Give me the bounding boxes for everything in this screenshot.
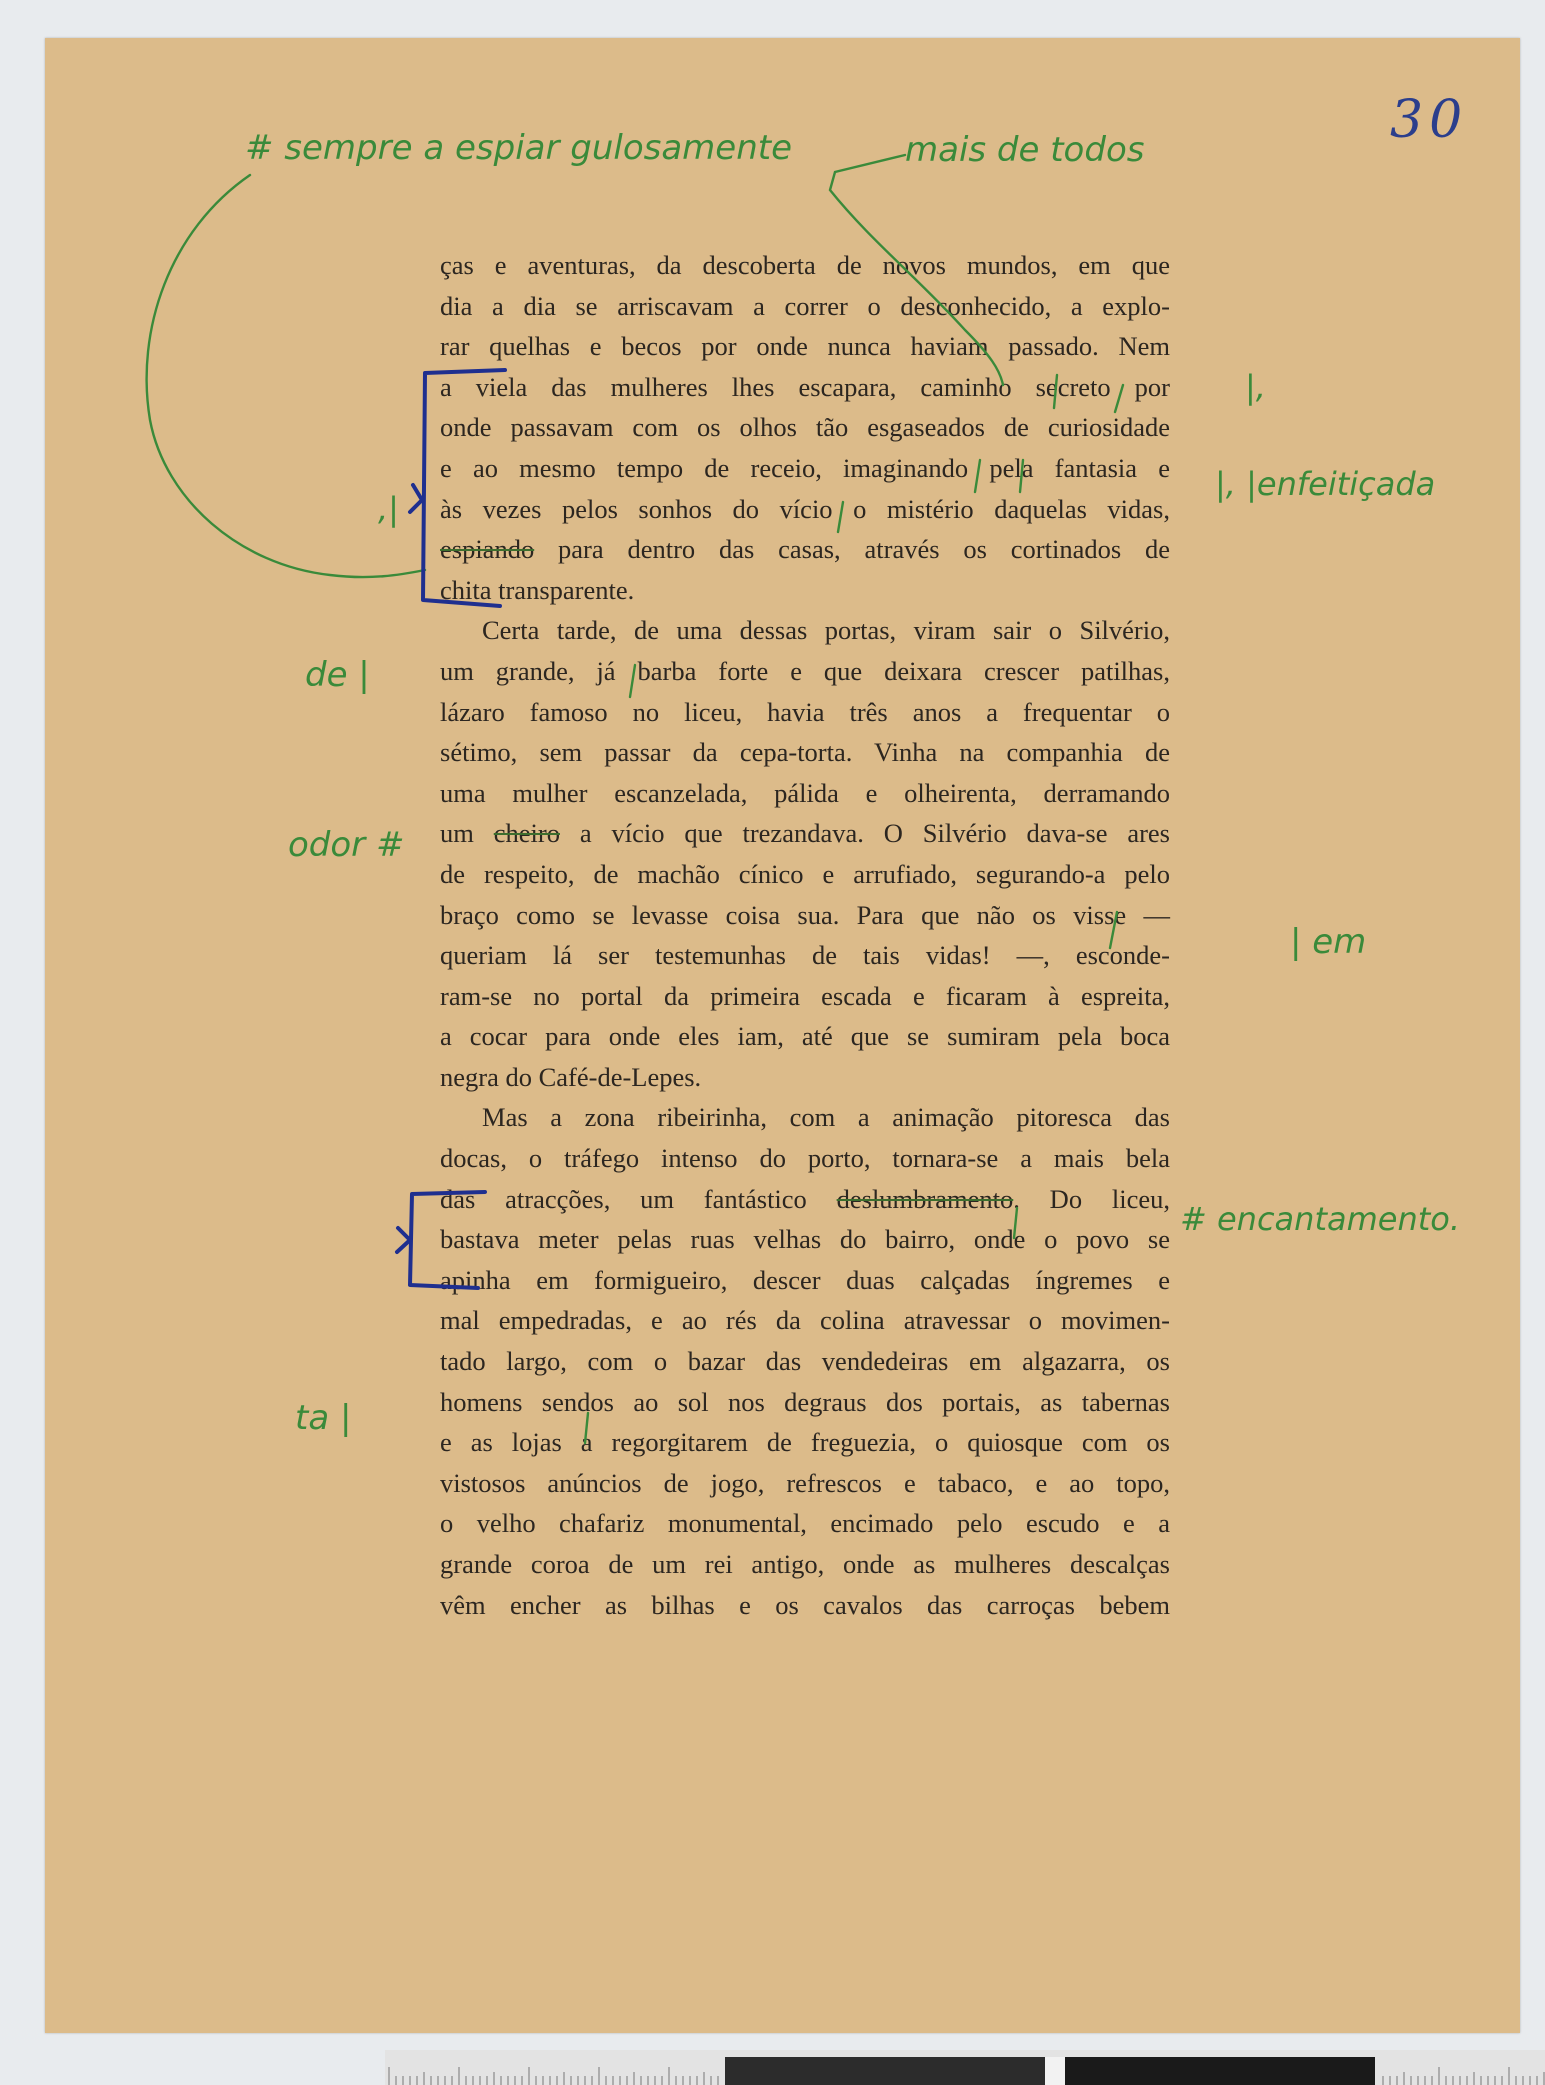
struck-word: cheiro <box>493 818 560 849</box>
text-line: bastava meter pelas ruas velhas do bairro, onde o povo se <box>440 1224 1170 1255</box>
text-line <box>440 529 1170 570</box>
struck-word: espiando <box>440 534 535 565</box>
text-segment: um <box>440 818 494 849</box>
text-line: tado largo, com o bazar das vendedeiras em algazarra, os <box>440 1346 1170 1377</box>
text-line: vêm encher as bilhas e os cavalos das carroças bebem <box>440 1589 1170 1620</box>
text-line: Mas a zona ribeirinha, com a animação pitoresca das <box>482 1102 1170 1133</box>
text-line: rar quelhas e becos por onde nunca haviam passado. Nem <box>440 331 1170 362</box>
text-line: um grande, já barba forte e que deixara crescer patilhas, <box>440 655 1170 686</box>
text-line: negra do Café-de-Lepes. <box>440 1061 702 1092</box>
text-line: a viela das mulheres lhes escapara, caminho secreto por <box>440 371 1170 402</box>
scale-ruler <box>385 2050 1545 2085</box>
text-line: lázaro famoso no liceu, havia três anos a frequentar o <box>440 696 1170 727</box>
text-line <box>440 813 1170 854</box>
text-line: vistosos anúncios de jogo, refrescos e tabaco, e ao topo, <box>440 1467 1170 1498</box>
text-segment: . Do liceu, <box>1013 1183 1171 1214</box>
text-line: sétimo, sem passar da cepa-torta. Vinha na companhia de <box>440 737 1170 768</box>
text-line: e ao mesmo tempo de receio, imaginando pela fantasia e <box>440 452 1170 483</box>
margin-note-left-2: de | <box>305 655 370 695</box>
text-line: queriam lá ser testemunhas de tais vidas! —, esconde- <box>440 940 1170 971</box>
text-segment: a vício que trezandava. O Silvério dava-se ares <box>559 818 1170 849</box>
printed-text <box>440 245 1170 1625</box>
text-line: uma mulher escanzelada, pálida e olheirenta, derramando <box>440 777 1170 808</box>
text-line: e as lojas a regorgitarem de freguezia, o quiosque com os <box>440 1427 1170 1458</box>
page-number: 30 <box>1390 90 1469 150</box>
text-line: braço como se levasse coisa sua. Para que não os visse — <box>440 899 1170 930</box>
text-line: o velho chafariz monumental, encimado pelo escudo e a <box>440 1508 1170 1539</box>
text-line: onde passavam com os olhos tão esgaseados de curiosidade <box>440 412 1170 443</box>
paragraph-3 <box>440 1097 1170 1625</box>
text-line: docas, o tráfego intenso do porto, tornara-se a mais bela <box>440 1143 1170 1174</box>
margin-note-right-3: | em <box>1290 922 1367 962</box>
text-segment: para dentro das casas, através os cortinados de <box>534 534 1170 565</box>
margin-note-left-3: odor # <box>288 825 405 865</box>
struck-word: deslumbramento <box>836 1183 1014 1214</box>
text-line: dia a dia se arriscavam a correr o desconhecido, a explo- <box>440 290 1170 321</box>
text-line <box>440 1179 1170 1220</box>
text-line: mal empedradas, e ao rés da colina atravessar o movimen- <box>440 1305 1170 1336</box>
paragraph-2 <box>440 610 1170 1097</box>
paragraph-1 <box>440 245 1170 610</box>
text-line: chita transparente. <box>440 574 635 605</box>
margin-note-right-1: |, <box>1245 368 1266 406</box>
margin-note-right-4: # encantamento. <box>1180 1200 1461 1238</box>
text-line: a cocar para onde eles iam, até que se sumiram pela boca <box>440 1021 1170 1052</box>
margin-note-left-4: ta | <box>295 1398 352 1438</box>
text-line: de respeito, de machão cínico e arrufiado, segurando-a pelo <box>440 858 1170 889</box>
text-line: ram-se no portal da primeira escada e ficaram à espreita, <box>440 980 1170 1011</box>
text-line: apinha em formigueiro, descer duas calçadas íngremes e <box>440 1264 1170 1295</box>
margin-note-top-right: mais de todos <box>905 130 1145 170</box>
text-line: grande coroa de um rei antigo, onde as mulheres descalças <box>440 1549 1170 1579</box>
text-line: ças e aventuras, da descoberta de novos mundos, em que <box>440 250 1170 280</box>
margin-note-right-2: |, |enfeitiçada <box>1215 465 1436 503</box>
text-line: às vezes pelos sonhos do vício o mistério daquelas vidas, <box>440 493 1170 524</box>
margin-note-top-left: # sempre a espiar gulosamente <box>245 128 793 168</box>
text-line: homens sendos ao sol nos degraus dos portais, as tabernas <box>440 1386 1170 1417</box>
text-line: Certa tarde, de uma dessas portas, viram sair o Silvério, <box>482 615 1170 646</box>
margin-note-left-1: ,| <box>378 490 399 528</box>
text-segment: das atracções, um fantástico <box>440 1183 837 1214</box>
